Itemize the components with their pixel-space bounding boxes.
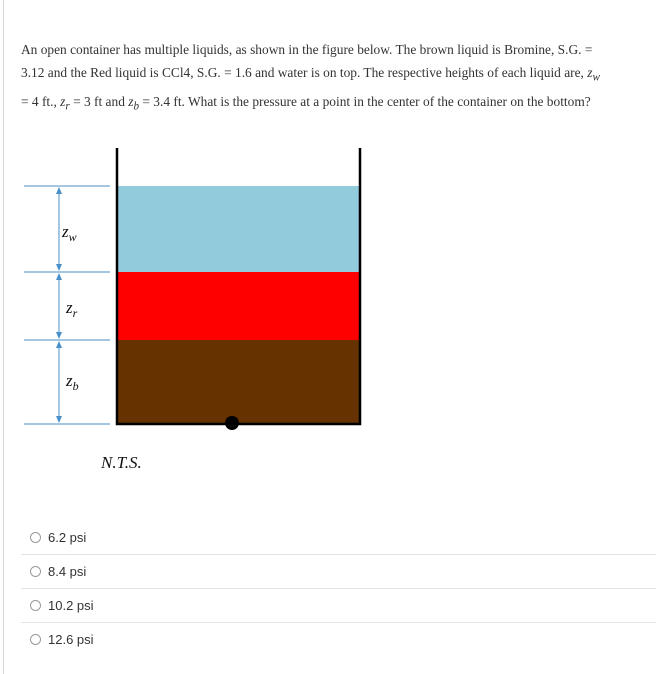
answer-options: [21, 521, 656, 656]
zw-subscript: w: [592, 71, 600, 84]
question-line-3b: = 3 ft and: [69, 93, 129, 109]
zr-arrow-top: [56, 273, 62, 280]
question-line-2-text: 3.12 and the Red liquid is CCl4, S.G. = 1.6 and water is on top. The respective heights of each liquid are,: [21, 65, 588, 80]
zb-arrow-bottom: [56, 416, 62, 423]
radio-button-icon[interactable]: [30, 634, 41, 645]
question-text: [21, 38, 651, 118]
radio-button-icon[interactable]: [30, 532, 41, 543]
option-3[interactable]: [21, 589, 656, 623]
question-line-3a: = 4 ft.,: [21, 93, 61, 109]
zb-arrow-top: [56, 341, 62, 348]
label-zb: $z_b$: [66, 371, 79, 393]
label-zr: $z_r$: [66, 298, 78, 320]
label-zw: $z_w$: [62, 222, 77, 244]
bromine-layer: [117, 340, 360, 424]
water-layer: [117, 186, 360, 272]
zw-arrow-top: [56, 187, 62, 194]
radio-button-icon[interactable]: [30, 566, 41, 577]
option-4[interactable]: [21, 623, 656, 656]
ccl4-layer: [117, 272, 360, 340]
option-4-label: 12.6 psi: [48, 632, 94, 647]
bottom-center-point: [225, 416, 239, 430]
zw-variable: z: [587, 65, 593, 80]
zr-arrow-bottom: [56, 332, 62, 339]
option-1[interactable]: [21, 521, 656, 555]
zr-variable: z: [60, 93, 66, 109]
question-line-1: An open container has multiple liquids, as shown in the figure below. The brown liquid is Bromine, S.G. =: [21, 42, 593, 57]
zb-subscript: b: [133, 100, 140, 113]
container-figure: [0, 140, 420, 480]
zb-variable: z: [128, 93, 134, 109]
radio-button-icon[interactable]: [30, 600, 41, 611]
option-2-label: 8.4 psi: [48, 564, 87, 579]
option-1-label: 6.2 psi: [48, 530, 87, 545]
question-line-3: [21, 90, 651, 119]
not-to-scale-label: N.T.S.: [101, 453, 142, 472]
zw-arrow-bottom: [56, 264, 62, 271]
zr-subscript: r: [65, 100, 70, 113]
question-line-3c: = 3.4 ft. What is the pressure at a point in the center of the container on the bottom?: [139, 93, 591, 109]
option-2[interactable]: [21, 555, 656, 589]
question-line-2: [21, 61, 651, 90]
option-3-label: 10.2 psi: [48, 598, 94, 613]
